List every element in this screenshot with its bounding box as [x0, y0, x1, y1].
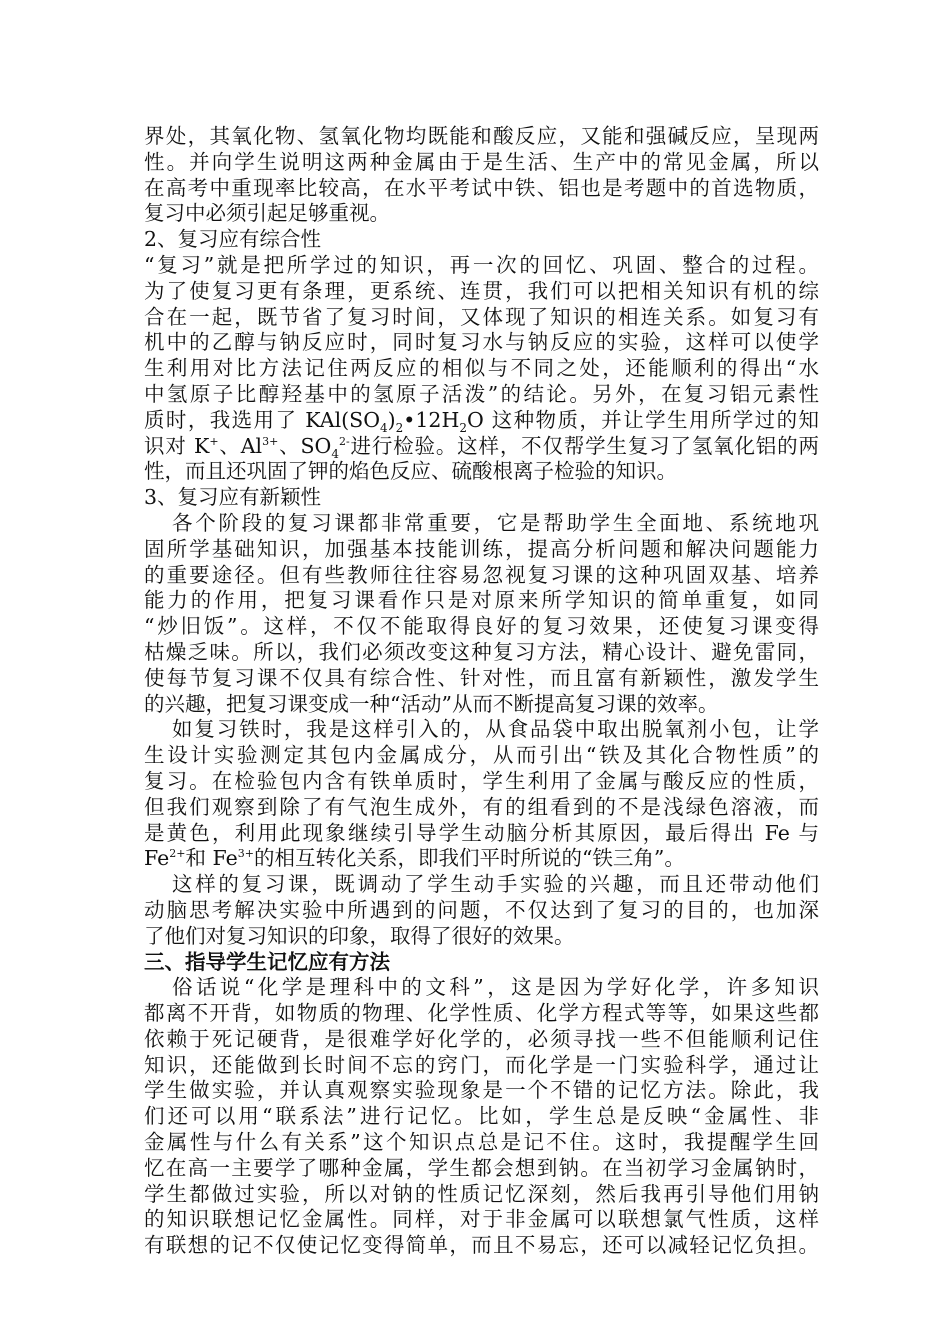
text-line: 固所学基础知识，加强基本技能训练，提高分析问题和解决问题能力 [144, 536, 819, 561]
text-line: 们还可以用“联系法”进行记忆。比如，学生总是反映“金属性、非 [144, 1104, 819, 1129]
text-line-ions: 识对 K+、$Al^{3+}$、$SO_4^{2-}$进行检验。这样，不仅帮学生复习了氢氧化铝的两 [144, 433, 819, 461]
text-line: 这样的复习课，既调动了学生动手实验的兴趣，而且还带动他们 [172, 872, 819, 897]
text-line: 机中的乙醇与钠反应时，同时复习水与钠反应的实验，这样可以使学 [144, 330, 819, 355]
text-line: 性，而且还巩固了钾的焰色反应、硫酸根离子检验的知识。 [144, 459, 677, 484]
section-heading-memory: 三、指导学生记忆应有方法 [144, 949, 390, 974]
text-line: 各个阶段的复习课都非常重要，它是帮助学生全面地、系统地巩 [172, 510, 819, 535]
paragraph-iron-example [144, 717, 819, 872]
subheading-comprehensive: 2、复习应有综合性 [144, 227, 322, 252]
paragraph-memory [144, 975, 819, 1259]
text-line: 复习中必须引起足够重视。 [144, 201, 390, 226]
subheading-novelty: 3、复习应有新颖性 [144, 485, 322, 510]
text-line: 但我们观察到除了有气泡生成外，有的组看到的不是浅绿色溶液，而 [144, 794, 819, 819]
text-line: 都离不开背，如物质的物理、化学性质、化学方程式等等，如果这些都 [144, 1001, 819, 1026]
text-line: 能力的作用，把复习课看作只是对原来所学知识的简单重复，如同 [144, 588, 819, 613]
text-line: 中氢原子比醇羟基中的氢原子活泼”的结论。另外，在复习铝元素性 [144, 381, 819, 406]
text-line: 的兴趣，把复习课变成一种“活动”从而不断提高复习课的效率。 [144, 691, 719, 716]
text-line-formula: 质时，我选用了 $KAl(SO_4)_2•12H_2O$ 这种物质，并让学生用所学过的知 [144, 407, 819, 435]
text-line: 在高考中重现率比较高，在水平考试中铁、铝也是考题中的首选物质， [144, 175, 819, 200]
paragraph-continuation [144, 124, 819, 227]
text-line-ions: $Fe^{2+}$和 $Fe^{3+}$的相互转化关系，即我们平时所说的“铁三角”。 [144, 846, 685, 871]
text-line: “复习”就是把所学过的知识，再一次的回忆、巩固、整合的过程。 [144, 252, 819, 277]
text-line: “炒旧饭”。这样，不仅不能取得良好的复习效果，还使复习课变得 [144, 614, 819, 639]
text-line: 合在一起，既节省了复习时间，又体现了知识的相连关系。如复习有 [144, 304, 819, 329]
text-line: 的重要途径。但有些教师往往容易忽视复习课的这种巩固双基、培养 [144, 562, 819, 587]
text-line: 性。并向学生说明这两种金属由于是生活、生产中的常见金属，所以 [144, 149, 819, 174]
paragraph-novelty [144, 511, 819, 717]
text-line: 学生做实验，并认真观察实验现象是一个不错的记忆方法。除此，我 [144, 1078, 819, 1103]
text-line: 俗话说“化学是理科中的文科”，这是因为学好化学，许多知识 [172, 975, 819, 1000]
text-line: 枯燥乏味。所以，我们必须改变这种复习方法，精心设计、避免雷同， [144, 639, 819, 664]
text-line: 复习。在检验包内含有铁单质时，学生利用了金属与酸反应的性质， [144, 768, 819, 793]
text-line: 是黄色，利用此现象继续引导学生动脑分析其原因，最后得出 Fe 与 [144, 820, 819, 845]
text-line: 依赖于死记硬背，是很难学好化学的，必须寻找一些不但能顺利记住 [144, 1026, 819, 1051]
text-line: 有联想的记不仅使记忆变得简单，而且不易忘，还可以减轻记忆负担。 [144, 1233, 819, 1258]
paragraph-comprehensive [144, 253, 819, 485]
text-line: 动脑思考解决实验中所遇到的问题，不仅达到了复习的目的，也加深 [144, 897, 819, 922]
document-page [144, 124, 819, 1259]
text-line: 为了使复习更有条理，更系统、连贯，我们可以把相关知识有机的综 [144, 278, 819, 303]
text-line: 界处，其氧化物、氢氧化物均既能和酸反应，又能和强碱反应，呈现两 [144, 124, 819, 148]
text-line: 学生都做过实验，所以对钠的性质记忆深刻，然后我再引导他们用钠 [144, 1181, 819, 1206]
text-line: 金属性与什么有关系”这个知识点总是记不住。这时，我提醒学生回 [144, 1130, 819, 1155]
text-line: 的知识联想记忆金属性。同样，对于非金属可以联想氯气性质，这样 [144, 1207, 819, 1232]
text-line: 生设计实验测定其包内金属成分，从而引出“铁及其化合物性质”的 [144, 743, 819, 768]
text-line: 了他们对复习知识的印象，取得了很好的效果。 [144, 923, 575, 948]
paragraph-effect [144, 872, 819, 949]
text-line: 知识，还能做到长时间不忘的窍门，而化学是一门实验科学，通过让 [144, 1052, 819, 1077]
text-line: 使每节复习课不仅具有综合性、针对性，而且富有新颖性，激发学生 [144, 665, 819, 690]
text-line: 忆在高一主要学了哪种金属，学生都会想到钠。在当初学习金属钠时， [144, 1155, 819, 1180]
text-line: 生利用对比方法记住两反应的相似与不同之处，还能顺利的得出“水 [144, 356, 819, 381]
text-line: 如复习铁时，我是这样引入的，从食品袋中取出脱氧剂小包，让学 [172, 717, 819, 742]
